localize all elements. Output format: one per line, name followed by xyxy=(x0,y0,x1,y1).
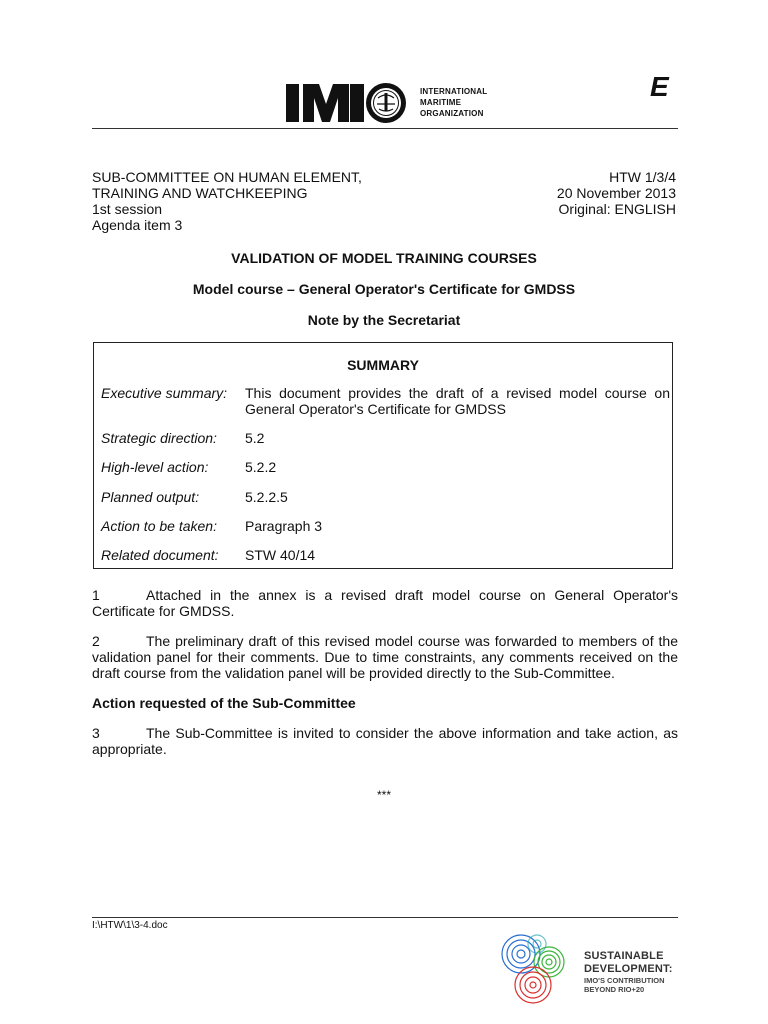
paragraph-1 xyxy=(92,587,678,619)
document-date: 20 November 2013 xyxy=(556,185,676,201)
summary-value: 5.2 xyxy=(245,430,265,446)
summary-value: Paragraph 3 xyxy=(245,518,323,534)
paragraph-2 xyxy=(92,633,678,681)
footer-divider xyxy=(92,917,678,918)
paragraph-text: Attached in the annex is a revised draft model course on General Operator's Certificate for GMDSS. xyxy=(92,587,678,619)
committee-line: TRAINING AND WATCHKEEPING xyxy=(92,185,308,201)
summary-label: Executive summary: xyxy=(101,385,228,401)
action-heading: Action requested of the Sub-Committee xyxy=(92,695,356,711)
sd-title-line: DEVELOPMENT: xyxy=(584,963,673,975)
paragraph-number: 2 xyxy=(92,633,100,649)
paragraph-text: The Sub-Committee is invited to consider the above information and take action, as appropriate. xyxy=(92,725,678,757)
org-name-line: ORGANIZATION xyxy=(420,109,484,118)
document-info xyxy=(557,169,676,217)
committee-line: SUB-COMMITTEE ON HUMAN ELEMENT, xyxy=(92,169,362,185)
imo-logo-mark xyxy=(286,80,418,124)
language-mark: E xyxy=(650,71,669,102)
summary-box xyxy=(93,342,673,569)
summary-value: This document provides the draft of a revised model course on General Operator's Certificate for GMDSS xyxy=(245,385,670,417)
paragraph-text: The preliminary draft of this revised model course was forwarded to members of the validation panel for their comments. Due to time constraints, any comments received on the draft course from the validation panel will be provided directly to the Sub-Committee. xyxy=(92,633,678,681)
summary-label: High-level action: xyxy=(101,459,209,475)
summary-label: Strategic direction: xyxy=(101,430,217,446)
organization-name xyxy=(420,86,487,119)
original-language: Original: ENGLISH xyxy=(558,201,676,217)
imo-logo xyxy=(286,80,526,124)
sustainable-development-text xyxy=(584,950,673,994)
header-divider xyxy=(92,128,678,129)
summary-value: STW 40/14 xyxy=(245,547,316,563)
summary-heading: SUMMARY xyxy=(347,357,419,373)
session: 1st session xyxy=(92,201,163,217)
agenda-item: Agenda item 3 xyxy=(92,217,183,233)
summary-label: Related document: xyxy=(101,547,219,563)
sd-subtitle-line: IMO'S CONTRIBUTION xyxy=(584,976,665,985)
sd-title-line: SUSTAINABLE xyxy=(584,950,664,962)
summary-value: 5.2.2 xyxy=(245,459,277,475)
summary-label: Action to be taken: xyxy=(101,518,217,534)
sd-subtitle-line: BEYOND RIO+20 xyxy=(584,985,645,994)
document-number: HTW 1/3/4 xyxy=(609,169,676,185)
document-subtitle: Model course – General Operator's Certificate for GMDSS xyxy=(192,281,576,297)
paragraph-number: 3 xyxy=(92,725,100,741)
note-by: Note by the Secretariat xyxy=(307,312,461,328)
file-reference: I:\HTW\1\3-4.doc xyxy=(92,920,168,931)
org-name-line: INTERNATIONAL xyxy=(420,87,488,96)
document-title: VALIDATION OF MODEL TRAINING COURSES xyxy=(231,250,537,266)
org-name-line: MARITIME xyxy=(420,98,462,107)
summary-value: 5.2.2.5 xyxy=(245,489,288,505)
end-marker: *** xyxy=(376,788,391,802)
sustainable-development-logo-icon xyxy=(497,930,572,1008)
summary-label: Planned output: xyxy=(101,489,200,505)
committee-info xyxy=(92,169,362,233)
paragraph-3 xyxy=(92,725,678,757)
paragraph-number: 1 xyxy=(92,587,100,603)
